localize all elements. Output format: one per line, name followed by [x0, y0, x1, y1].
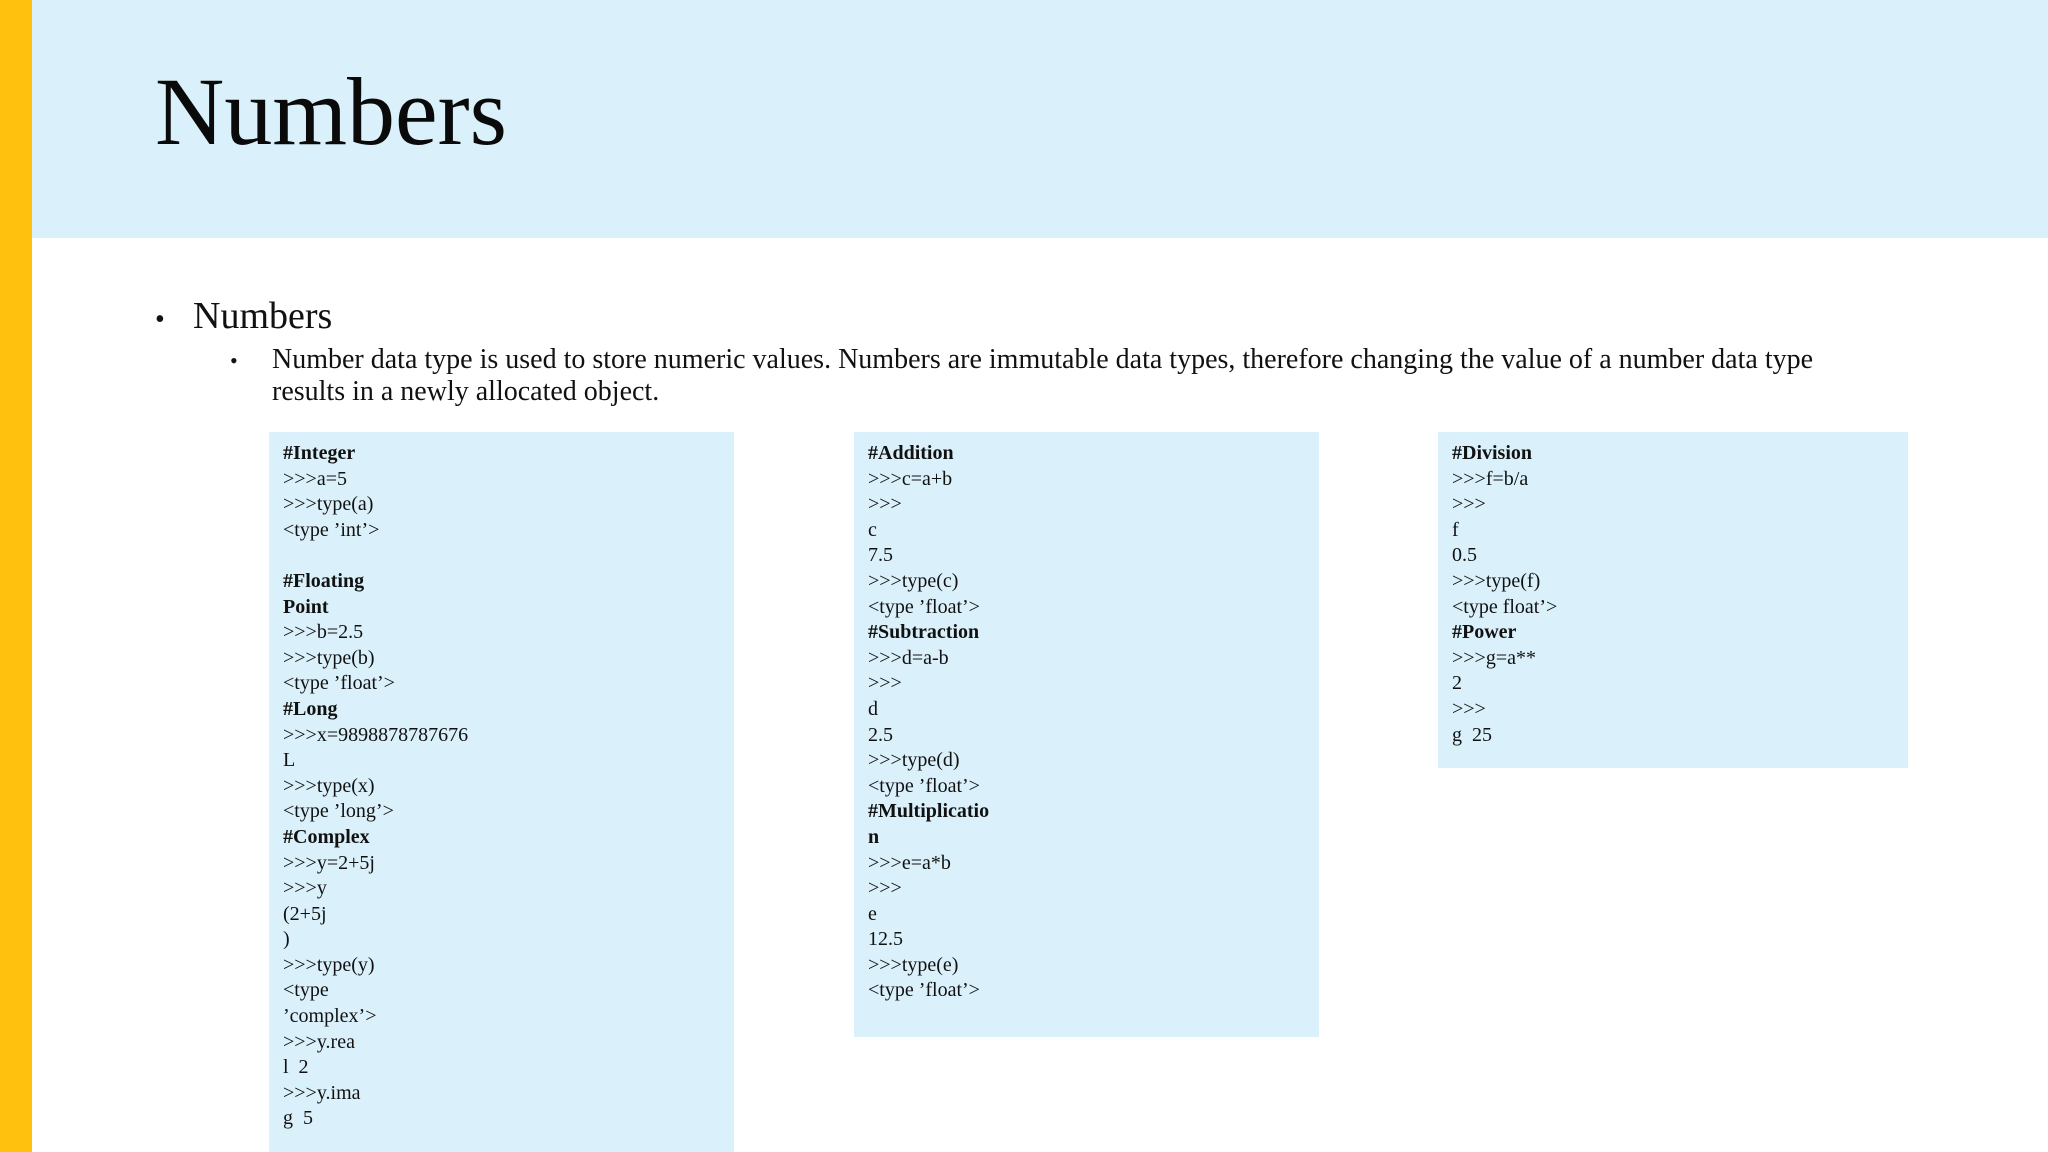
code-line: >>>g=a**	[1452, 646, 1536, 669]
code-line: 7.5	[868, 544, 893, 567]
code-box-arithmetic	[854, 432, 1319, 1037]
code-heading: Point	[283, 595, 329, 618]
code-line: >>>type(b)	[283, 646, 375, 669]
code-heading: #Integer	[283, 442, 356, 464]
code-heading: #Long	[283, 697, 338, 720]
code-line: <type ’int’>	[283, 518, 380, 541]
sub-bullet-description	[230, 344, 1870, 408]
code-heading: #Addition	[868, 442, 954, 464]
code-line: )	[283, 928, 290, 951]
code-heading: #Division	[1452, 442, 1533, 464]
code-line: >>>y.rea	[283, 1030, 355, 1053]
code-line: >>>a=5	[283, 467, 347, 490]
code-line: >>>d=a-b	[868, 646, 949, 669]
code-line: >>>	[868, 672, 902, 695]
code-line: >>>c=a+b	[868, 467, 953, 490]
code-line: <type float’>	[1452, 595, 1558, 618]
code-line: >>>type(c)	[868, 569, 959, 592]
code-line: >>>	[1452, 697, 1486, 720]
code-line: >>>type(y)	[283, 953, 375, 976]
bullet-numbers	[155, 292, 332, 344]
code-line: (2+5j	[283, 902, 327, 925]
code-heading: #Floating	[283, 569, 365, 592]
code-line: >>>f=b/a	[1452, 467, 1529, 490]
code-line: 0.5	[1452, 544, 1477, 567]
code-line: >>>y=2+5j	[283, 851, 375, 874]
sub-bullet-text: Number data type is used to store numeric values. Numbers are immutable data types, therefore changing the value of a number data type results in a newly allocated object.	[272, 344, 1814, 407]
code-heading: n	[868, 825, 880, 848]
code-line: 2	[1452, 672, 1462, 695]
code-line: l 2	[283, 1056, 309, 1079]
code-line: >>>	[1452, 493, 1486, 516]
bullet-dot-icon: •	[230, 348, 238, 373]
bullet-dot-icon: •	[155, 304, 165, 335]
code-line: >>>type(e)	[868, 953, 959, 976]
code-line: >>>type(f)	[1452, 569, 1541, 592]
code-line: <type ’float’>	[868, 979, 980, 1002]
code-line: <type ’float’>	[868, 774, 980, 797]
code-line: >>>type(x)	[283, 774, 375, 797]
code-line: >>>b=2.5	[283, 621, 364, 644]
code-heading: #Subtraction	[868, 621, 980, 644]
code-heading: #Power	[1452, 621, 1517, 644]
bullet-text: Numbers	[193, 295, 333, 337]
code-line: ’complex’>	[283, 1005, 377, 1028]
code-heading: #Complex	[283, 825, 370, 848]
code-line: <type	[283, 979, 329, 1002]
code-line: >>>x=9898878787676	[283, 723, 469, 746]
code-line: <type ’long’>	[283, 800, 394, 823]
code-line: c	[868, 518, 877, 541]
code-line: g 25	[1452, 723, 1492, 746]
code-line: e	[868, 902, 877, 925]
code-line: >>>	[868, 877, 902, 900]
code-line: >>>y.ima	[283, 1081, 361, 1104]
code-line: g 5	[283, 1107, 313, 1130]
code-line: >>>	[868, 493, 902, 516]
accent-bar	[0, 0, 32, 1152]
code-line: d	[868, 697, 878, 720]
code-line: >>>type(d)	[868, 749, 960, 772]
code-line: >>>type(a)	[283, 493, 374, 516]
code-line: <type ’float’>	[283, 672, 395, 695]
code-line: L	[283, 749, 296, 772]
code-line: <type ’float’>	[868, 595, 980, 618]
code-line: >>>y	[283, 877, 327, 900]
slide-title: Numbers	[155, 58, 507, 165]
code-line: >>>e=a*b	[868, 851, 951, 874]
code-heading: #Multiplicatio	[868, 800, 990, 823]
code-line: 2.5	[868, 723, 893, 746]
code-line: f	[1452, 518, 1459, 541]
code-box-division-power	[1438, 432, 1908, 768]
code-box-types	[269, 432, 734, 1152]
code-line: 12.5	[868, 928, 903, 951]
code-line	[283, 543, 720, 569]
